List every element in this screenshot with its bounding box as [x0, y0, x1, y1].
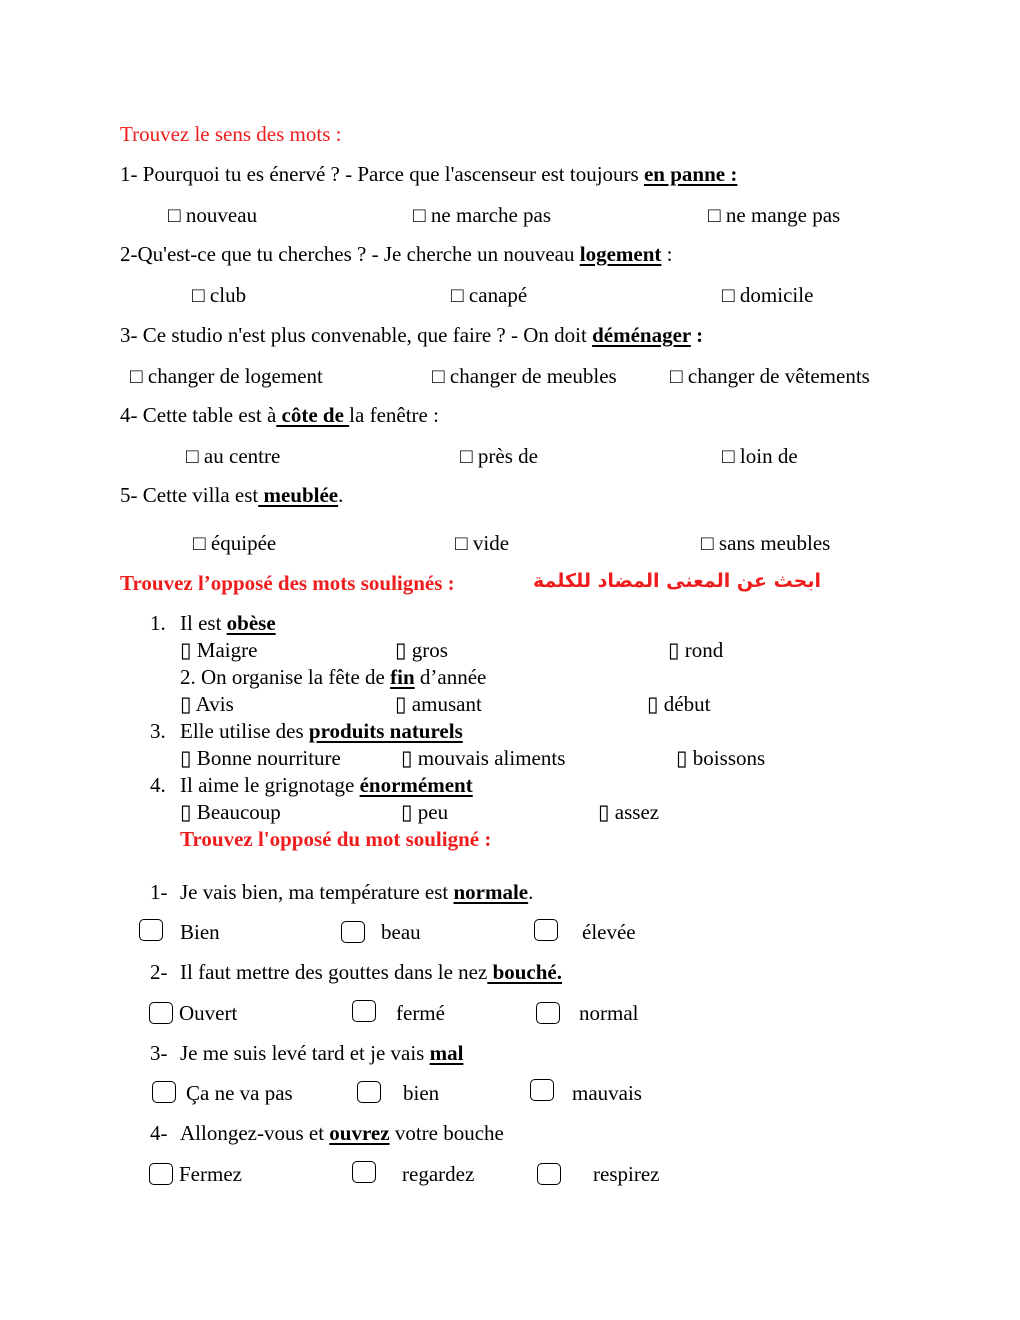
- s3-q2-number: 2-: [150, 960, 168, 984]
- s1-q5-option-2[interactable]: □ vide: [455, 531, 510, 555]
- s1-q3-option-3[interactable]: □ changer de vêtements: [670, 364, 870, 388]
- s2-question-1: Il est obèse: [180, 611, 276, 635]
- s2-q4-number: 4.: [150, 773, 166, 797]
- s1-q4-option-3[interactable]: □ loin de: [722, 444, 798, 468]
- s2-q4-option-3[interactable]: ▯ assez: [598, 800, 660, 824]
- s3-q4-option-2: regardez: [402, 1162, 475, 1186]
- s1-q3-option-2[interactable]: □ changer de meubles: [432, 364, 617, 388]
- s3-q3-option-3: mauvais: [572, 1081, 642, 1105]
- s3-question-4: Allongez-vous et ouvrez votre bouche: [180, 1121, 504, 1145]
- s1-question-4: 4- Cette table est à côte de la fenêtre :: [120, 403, 439, 427]
- s3-q3-number: 3-: [150, 1041, 168, 1065]
- s1-question-2: 2-Qu'est-ce que tu cherches ? - Je cherche un nouveau logement :: [120, 242, 673, 266]
- s2-q4-keyword: énormément: [359, 773, 473, 797]
- s3-q1-option-1: Bien: [180, 920, 220, 944]
- s1-q2-option-1[interactable]: □ club: [192, 283, 247, 307]
- s3-q4-keyword: ouvrez: [329, 1121, 390, 1145]
- s1-q4-option-1[interactable]: □ au centre: [186, 444, 281, 468]
- s2-q1-number: 1.: [150, 611, 166, 635]
- s1-q2-option-3[interactable]: □ domicile: [722, 283, 814, 307]
- s2-q3-number: 3.: [150, 719, 166, 743]
- s3-q4-checkbox-1[interactable]: [149, 1163, 173, 1185]
- s3-q1-keyword: normale: [453, 880, 529, 904]
- s1-q4-option-2[interactable]: □ près de: [460, 444, 538, 468]
- s1-question-3: 3- Ce studio n'est plus convenable, que faire ? - On doit déménager :: [120, 323, 704, 347]
- s2-q3-option-1[interactable]: ▯ Bonne nourriture: [180, 746, 341, 770]
- s2-q3-keyword: produits naturels: [308, 719, 463, 743]
- s1-q3-keyword: déménager: [592, 323, 691, 347]
- s1-q5-option-3[interactable]: □ sans meubles: [701, 531, 831, 555]
- s3-q3-option-1: Ça ne va pas: [186, 1081, 293, 1105]
- s2-q3-option-2[interactable]: ▯ mouvais aliments: [401, 746, 566, 770]
- s2-q2-option-2[interactable]: ▯ amusant: [395, 692, 482, 716]
- s3-q4-checkbox-3[interactable]: [537, 1163, 561, 1185]
- s3-q1-checkbox-1[interactable]: [139, 919, 163, 941]
- s3-q4-option-1: Fermez: [179, 1162, 242, 1186]
- section2-arabic-instruction: ابحث عن المعنى المضاد للكلمة: [533, 570, 822, 592]
- s3-q2-option-3: normal: [579, 1001, 639, 1025]
- s3-q3-checkbox-2[interactable]: [357, 1081, 381, 1103]
- s3-q2-checkbox-2[interactable]: [352, 1000, 376, 1022]
- s3-q1-option-3: élevée: [582, 920, 636, 944]
- s3-q4-checkbox-2[interactable]: [352, 1161, 376, 1183]
- s3-q3-checkbox-1[interactable]: [152, 1081, 176, 1103]
- s1-q4-keyword: côte de: [276, 403, 350, 427]
- s2-q1-option-2[interactable]: ▯ gros: [395, 638, 448, 662]
- s2-q1-option-3[interactable]: ▯ rond: [668, 638, 724, 662]
- s3-q2-checkbox-3[interactable]: [536, 1002, 560, 1024]
- s3-q4-number: 4-: [150, 1121, 168, 1145]
- s2-q4-option-2[interactable]: ▯ peu: [401, 800, 449, 824]
- s3-q3-checkbox-3[interactable]: [530, 1079, 554, 1101]
- s2-q4-option-1[interactable]: ▯ Beaucoup: [180, 800, 281, 824]
- s3-q1-checkbox-3[interactable]: [534, 919, 558, 941]
- section2-title: Trouvez l’opposé des mots soulignés :: [120, 571, 455, 595]
- s1-q1-option-1[interactable]: □ nouveau: [168, 203, 258, 227]
- s1-q2-option-2[interactable]: □ canapé: [451, 283, 528, 307]
- s1-q1-keyword: en panne :: [643, 162, 738, 186]
- s3-q1-number: 1-: [150, 880, 168, 904]
- s3-question-1: Je vais bien, ma température est normale.: [180, 880, 534, 904]
- s2-q2-keyword: fin: [390, 665, 415, 689]
- s3-q1-option-2: beau: [381, 920, 421, 944]
- s2-question-4: Il aime le grignotage énormément: [180, 773, 473, 797]
- s1-question-5: 5- Cette villa est meublée.: [120, 483, 344, 507]
- s2-question-2: 2. On organise la fête de fin d’année: [180, 665, 487, 689]
- s1-q3-option-1[interactable]: □ changer de logement: [130, 364, 323, 388]
- s1-q5-keyword: meublée: [258, 483, 339, 507]
- s3-q1-checkbox-2[interactable]: [341, 921, 365, 943]
- s2-q3-option-3[interactable]: ▯ boissons: [676, 746, 766, 770]
- s3-q3-option-2: bien: [403, 1081, 440, 1105]
- s3-q2-option-2: fermé: [396, 1001, 445, 1025]
- s3-q4-option-3: respirez: [593, 1162, 660, 1186]
- s3-q3-keyword: mal: [429, 1041, 464, 1065]
- s1-q2-keyword: logement: [579, 242, 662, 266]
- s1-q5-option-1[interactable]: □ équipée: [193, 531, 277, 555]
- s3-q2-checkbox-1[interactable]: [149, 1002, 173, 1024]
- s2-question-3: Elle utilise des produits naturels: [180, 719, 463, 743]
- s2-q2-option-1[interactable]: ▯ Avis: [180, 692, 234, 716]
- s3-question-2: Il faut mettre des gouttes dans le nez bouché.: [180, 960, 562, 984]
- section3-title: Trouvez l'opposé du mot souligné :: [180, 827, 492, 851]
- s3-q2-option-1: Ouvert: [179, 1001, 238, 1025]
- s2-q1-option-1[interactable]: ▯ Maigre: [180, 638, 258, 662]
- s2-q1-keyword: obèse: [226, 611, 276, 635]
- s3-q2-keyword: bouché.: [487, 960, 562, 984]
- s1-q1-option-3[interactable]: □ ne mange pas: [708, 203, 841, 227]
- s1-q1-option-2[interactable]: □ ne marche pas: [413, 203, 552, 227]
- s2-q2-option-3[interactable]: ▯ début: [647, 692, 711, 716]
- s3-question-3: Je me suis levé tard et je vais mal: [180, 1041, 464, 1065]
- s1-question-1: 1- Pourquoi tu es énervé ? - Parce que l'ascenseur est toujours en panne :: [120, 162, 738, 186]
- section1-title: Trouvez le sens des mots :: [120, 122, 342, 146]
